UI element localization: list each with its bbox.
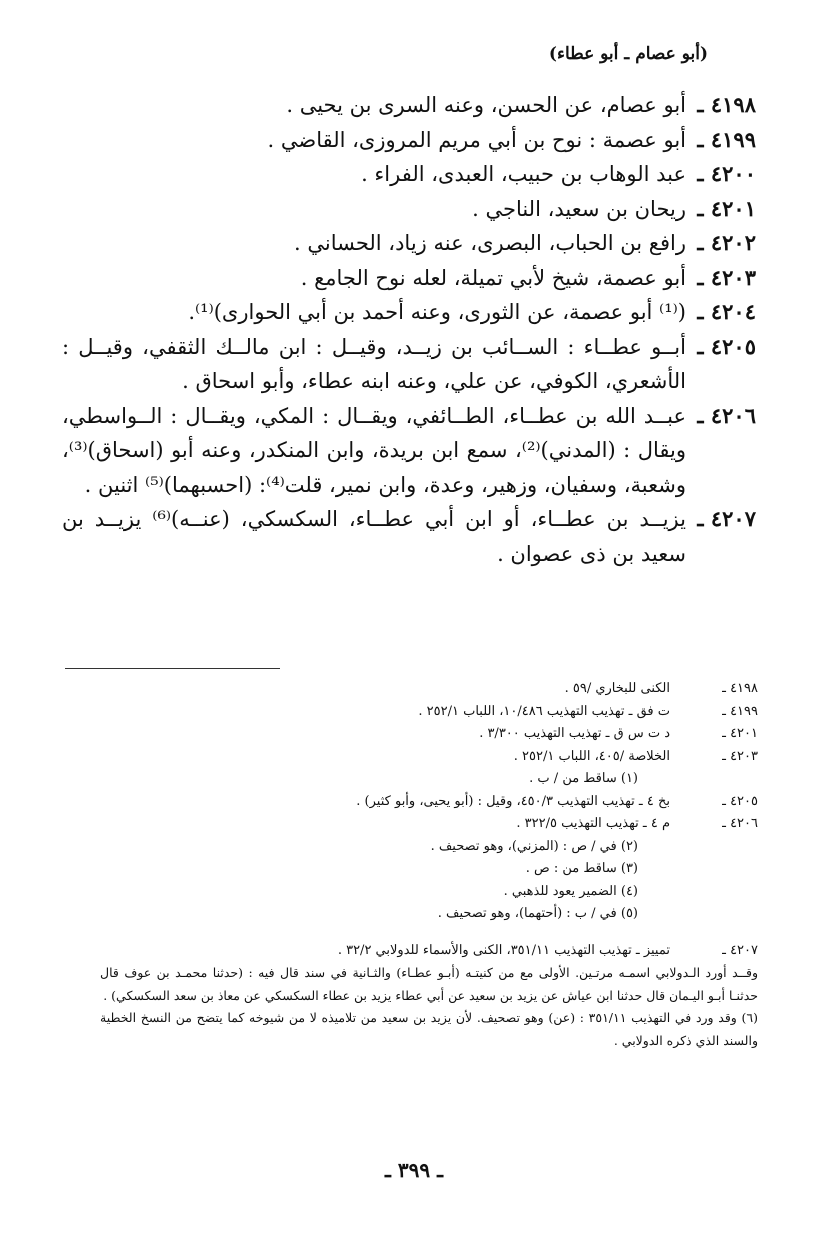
footnote-divider xyxy=(65,668,280,669)
footnote-note-2 xyxy=(100,836,758,859)
footnote-number: ٤٢٠٦ ـ xyxy=(722,816,758,831)
entry-number: ٤١٩٨ ـ xyxy=(697,92,756,117)
entry-number: ٤٢٠٢ ـ xyxy=(697,230,756,255)
footnote-4207-paragraph: وقــد أورد الـدولابي اسمـه مرتـين. الأولى مع من كنيتـه (أبـو عطـاء) والثـانية في سند قال فيه : (حدثنا محمـد بن عوف قال حدثنـا أبـو اليـمان قال حدثنا ابن عياش عن يزيد بن سعيد عن أبي عطاء يزيد بن عطاء السكسكي عن معاذ بن سعد السكسكي) . xyxy=(100,965,758,1003)
footnote-note-4 xyxy=(100,881,758,904)
footnote-number xyxy=(670,881,758,904)
footnote-text: الكنى للبخاري /٥٩ . xyxy=(564,681,670,696)
footnote-text: ت فق ـ تهذيب التهذيب ١٠/٤٨٦، اللباب ٢٥٢/١ . xyxy=(418,703,670,719)
entry-number: ٤٢٠٠ ـ xyxy=(697,161,756,186)
entry-number: ٤٢٠٦ ـ xyxy=(697,402,756,428)
entry-4205 xyxy=(62,330,756,399)
footnote-text: (٢) في / ص : (المزني)، وهو تصحيف . xyxy=(430,838,638,854)
entry-4207 xyxy=(62,502,756,571)
entry-number: ٤٢٠٥ ـ xyxy=(697,333,756,359)
footnote-number: ٤٢٠٣ ـ xyxy=(722,748,758,764)
footnote-4207 xyxy=(100,940,758,963)
footnote-4199 xyxy=(100,701,758,724)
footnote-4203 xyxy=(100,746,758,769)
footnote-number: ٤٢٠٥ ـ xyxy=(722,793,758,809)
footnote-number: ٤١٩٨ ـ xyxy=(722,681,758,696)
page-number: ـ ٣٩٩ ـ xyxy=(385,1158,443,1182)
footnote-text: م ٤ ـ تهذيب التهذيب ٣٢٢/٥ . xyxy=(516,816,670,831)
footnote-text: (٣) ساقط من : ص . xyxy=(525,861,638,876)
footnote-text: (٤) الضمير يعود للذهبي . xyxy=(503,883,638,899)
footnote-number: ٤٢٠٧ ـ xyxy=(722,942,758,958)
entry-4201 xyxy=(62,192,756,227)
footnote-gap xyxy=(100,926,758,940)
footnote-number xyxy=(670,858,758,881)
footnote-note-3 xyxy=(100,858,758,881)
entry-4206 xyxy=(62,399,756,503)
entry-list xyxy=(62,88,756,571)
entry-text: يزيــد بن عطــاء، أو ابن أبي عطــاء، السكسكي، (عنــه)⁽⁶⁾ يزيــد بن سعيد بن ذى عصوان . xyxy=(62,507,686,566)
footnote-number xyxy=(670,836,758,859)
running-header: (أبو عصام ـ أبو عطاء) xyxy=(548,44,708,64)
entry-4199 xyxy=(62,123,756,158)
footnote-text: د ت س ق ـ تهذيب التهذيب ٣/٣٠٠ . xyxy=(479,726,670,741)
entry-text: أبو عصمة : نوح بن أبي مريم المروزى، القاضي . xyxy=(267,127,686,152)
entry-number: ٤٢٠٣ ـ xyxy=(697,264,756,290)
footnote-text: تمييز ـ تهذيب التهذيب ٣٥١/١١، الكنى والأسماء للدولابي ٣٢/٢ . xyxy=(337,942,670,958)
footnote-text: الخلاصة /٤٠٥، اللباب ٢٥٢/١ . xyxy=(513,748,670,764)
entry-4204 xyxy=(62,295,756,330)
entry-number: ٤٢٠١ ـ xyxy=(697,195,756,221)
entry-text: ريحان بن سعيد، الناجي . xyxy=(472,196,686,221)
footnote-note-5 xyxy=(100,903,758,926)
footnote-4205 xyxy=(100,791,758,814)
entry-text: عبــد الله بن عطــاء، الطــائفي، ويقــال : المكي، ويقــال : الــواسطي، ويقال : (المدني)⁽²⁾، سمع ابن بريدة، وابن المنكدر، وعنه أبو (اسحاق)⁽³⁾، وشعبة، وسفيان، وزهير، وعدة، وابن نمير، قلت⁽⁴⁾: (احسبهما)⁽⁵⁾ اثنين . xyxy=(62,403,686,497)
entry-4200 xyxy=(62,157,756,192)
footnote-text: (١) ساقط من / ب . xyxy=(529,771,638,786)
footnote-4206 xyxy=(100,813,758,836)
footnote-number: ٤١٩٩ ـ xyxy=(722,703,758,719)
entry-text: أبو عصمة، شيخ لأبي تميلة، لعله نوح الجامع . xyxy=(300,265,686,290)
entry-text: عبد الوهاب بن حبيب، العبدى، الفراء . xyxy=(361,162,686,186)
entry-text: رافع بن الحباب، البصرى، عنه زياد، الحساني . xyxy=(294,231,686,255)
footnote-text: بخ ٤ ـ تهذيب التهذيب ٤٥٠/٣، وقيل : (أبو يحيى، وأبو كثير) . xyxy=(356,793,670,809)
entry-4198 xyxy=(62,88,756,123)
entry-text: (⁽¹⁾ أبو عصمة، عن الثورى، وعنه أحمد بن أبي الحوارى)⁽¹⁾. xyxy=(188,300,686,324)
footnote-text: (٥) في / ب : (أحتهما)، وهو تصحيف . xyxy=(437,906,638,921)
entry-number: ٤٢٠٤ ـ xyxy=(697,299,756,324)
footnote-number xyxy=(670,768,758,791)
footnotes xyxy=(100,678,758,1052)
footnote-number: ٤٢٠١ ـ xyxy=(722,726,758,741)
footnote-note-1 xyxy=(100,768,758,791)
entry-4202 xyxy=(62,226,756,261)
entry-4203 xyxy=(62,261,756,296)
entry-number: ٤١٩٩ ـ xyxy=(697,126,756,152)
footnote-number xyxy=(670,903,758,926)
entry-text: أبو عصام، عن الحسن، وعنه السرى بن يحيى . xyxy=(286,93,686,117)
footnote-note-6: (٦) وقد ورد في التهذيب ٣٥١/١١ : (عن) وهو تصحيف. لأن يزيد بن سعيد من تلاميذه لا من شيوخه كما يتضح من النسخ الخطية والسند الذي ذكره الدولابي . xyxy=(100,1010,758,1048)
entry-text: أبــو عطــاء : الســائب بن زيــد، وقيــل : ابن مالــك الثقفي، وقيــل : الأشعري، الكوفي، عن علي، وعنه ابنه عطاء، وأبو اسحاق . xyxy=(62,334,686,393)
entry-number: ٤٢٠٧ ـ xyxy=(697,506,756,531)
footnote-4201 xyxy=(100,723,758,746)
footnote-4198 xyxy=(100,678,758,701)
